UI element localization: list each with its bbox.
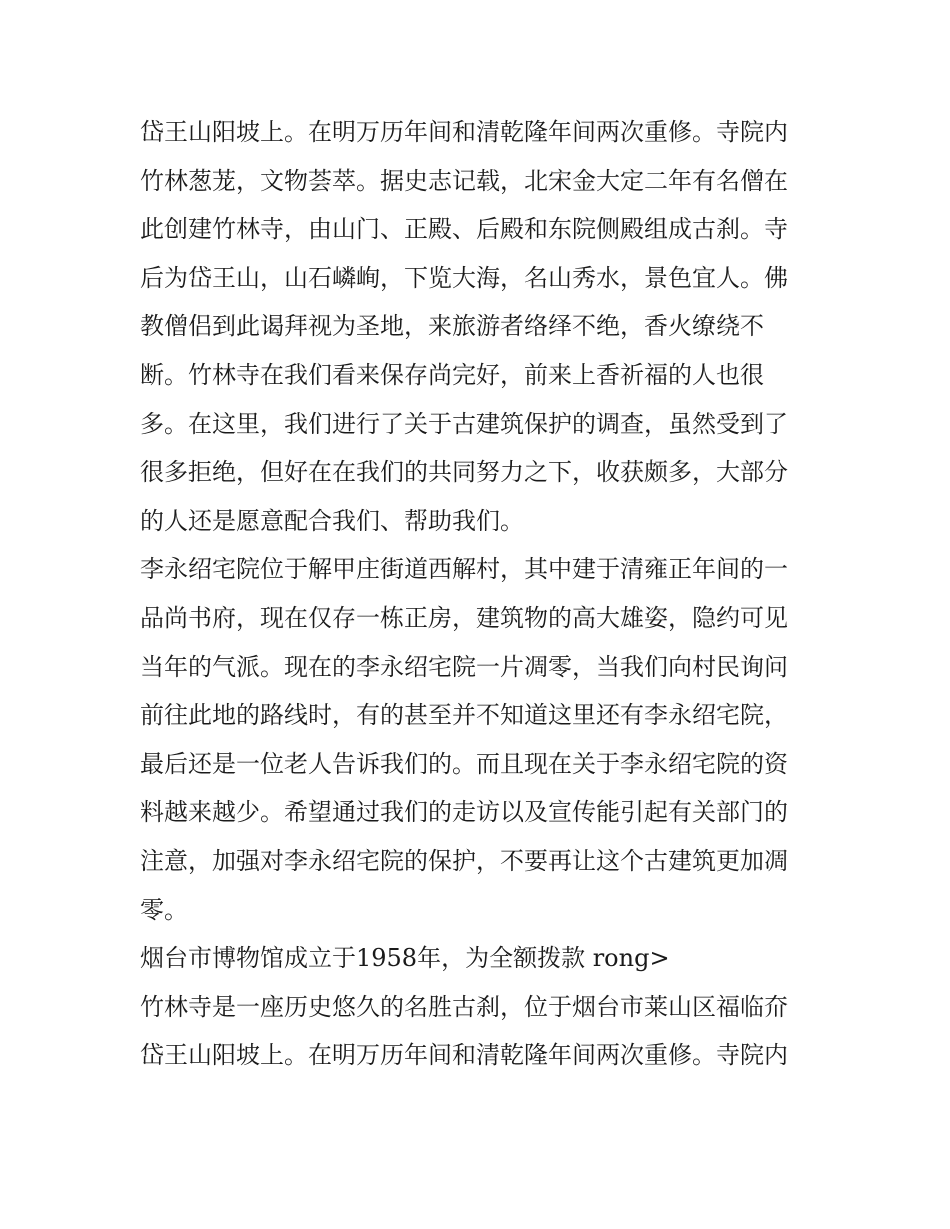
text-line: 此创建竹林寺，由山门、正殿、后殿和东院侧殿组成古刹。寺 — [140, 215, 788, 244]
text-line: 前往此地的路线时，有的甚至并不知道这里还有李永绍宅院， — [140, 701, 788, 730]
text-line: 的人还是愿意配合我们、帮助我们。 — [140, 506, 524, 535]
text-line: 很多拒绝，但好在在我们的共同努力之下，收获颇多，大部分 — [140, 458, 788, 487]
text-line: 烟台市博物馆成立于1958年，为全额拨款 rong> — [140, 944, 670, 973]
text-line: 品尚书府，现在仅存一栋正房，建筑物的高大雄姿，隐约可见 — [140, 603, 788, 632]
text-line: 教僧侣到此谒拜视为圣地，来旅游者络绎不绝，香火缭绕不 — [140, 312, 764, 341]
text-line: 当年的气派。现在的李永绍宅院一片凋零，当我们向村民询问 — [140, 652, 788, 681]
text-line: 岱王山阳坡上。在明万历年间和清乾隆年间两次重修。寺院内 — [140, 1041, 788, 1070]
text-line: 竹林葱茏，文物荟萃。据史志记载，北宋金大定二年有名僧在 — [140, 166, 788, 195]
text-line: 料越来越少。希望通过我们的走访以及宣传能引起有关部门的 — [140, 798, 788, 827]
text-line: 最后还是一位老人告诉我们的。而且现在关于李永绍宅院的资 — [140, 749, 788, 778]
text-line: 竹林寺是一座历史悠久的名胜古刹，位于烟台市莱山区福临夼 — [140, 992, 788, 1021]
document-body — [140, 108, 820, 1080]
text-line: 岱王山阳坡上。在明万历年间和清乾隆年间两次重修。寺院内 — [140, 118, 788, 146]
text-line: 注意，加强对李永绍宅院的保护，不要再让这个古建筑更加凋 — [140, 846, 788, 875]
text-line: 多。在这里，我们进行了关于古建筑保护的调查，虽然受到了 — [140, 409, 788, 438]
text-line: 李永绍宅院位于解甲庄街道西解村，其中建于清雍正年间的一 — [140, 555, 788, 584]
text-line: 后为岱王山，山石嶙峋，下览大海，名山秀水，景色宜人。佛 — [140, 263, 788, 292]
text-line: 断。竹林寺在我们看来保存尚完好，前来上香祈福的人也很 — [140, 360, 764, 389]
text-line: 零。 — [140, 895, 188, 924]
